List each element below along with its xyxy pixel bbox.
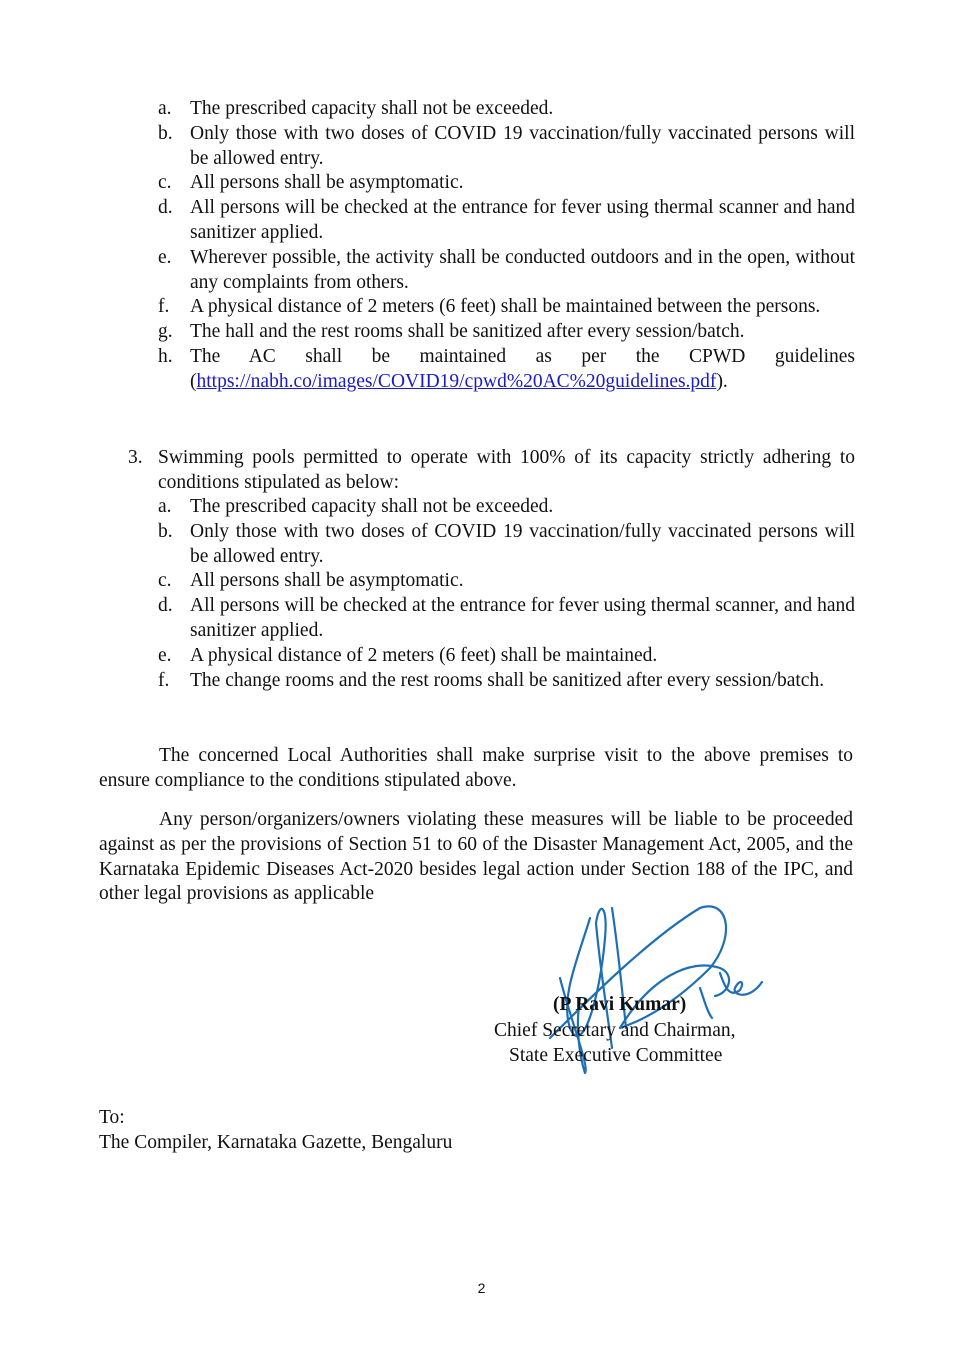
list-item: h. The AC shall be maintained as per the CPWD guidelines (https://nabh.co/images/COVID19/cpwd%20AC%20guidelines.pdf).	[158, 345, 855, 392]
list-item: d. All persons will be checked at the entrance for fever using thermal scanner and hand sanitizer applied.	[158, 197, 855, 243]
ac-guideline-text: The AC shall be maintained as per the CPWD guidelines	[190, 345, 855, 367]
list-item: f. The change rooms and the rest rooms shall be sanitized after every session/batch.	[158, 669, 825, 691]
list-item: b. Only those with two doses of COVID 19 vaccination/fully vaccinated persons will be allowed entry.	[158, 520, 855, 567]
penalty-paragraph: Any person/organizers/owners violating these measures will be liable to be proceeded against as per the provisions of Section 51 to 60 of the Disaster Management Act, 2005, and the Karnataka Epidemic Diseases Act-2020 besides legal action under Section 188 of the IPC, and other legal provisions as applicable	[99, 809, 853, 905]
list-item: f. A physical distance of 2 meters (6 feet) shall be maintained between the persons.	[158, 296, 821, 318]
to-label: To:	[99, 1107, 125, 1128]
page-number: 2	[477, 1280, 486, 1296]
local-authorities-paragraph: The concerned Local Authorities shall make surprise visit to the above premises to ensure compliance to the conditions stipulated above.	[99, 745, 853, 791]
list-item: e. A physical distance of 2 meters (6 feet) shall be maintained.	[158, 644, 658, 666]
list-item: d. All persons will be checked at the entrance for fever using thermal scanner, and hand sanitizer applied.	[158, 595, 855, 641]
list-item: e. Wherever possible, the activity shall be conducted outdoors and in the open, without any complaints from others.	[158, 246, 855, 293]
list-item: b. Only those with two doses of COVID 19 vaccination/fully vaccinated persons will be allowed entry.	[158, 122, 855, 169]
list-item: g. The hall and the rest rooms shall be sanitized after every session/batch.	[158, 321, 745, 343]
signatory-title: Chief Secretary and Chairman,	[494, 1020, 736, 1041]
cpwd-guidelines-link[interactable]: https://nabh.co/images/COVID19/cpwd%20AC%20guidelines.pdf	[196, 370, 717, 392]
section-3-heading: 3. Swimming pools permitted to operate with 100% of its capacity strictly adhering to conditions stipulated as below:	[128, 447, 855, 493]
signatory-name: (P Ravi Kumar)	[553, 994, 687, 1015]
to-address: The Compiler, Karnataka Gazette, Bengaluru	[99, 1132, 453, 1153]
conditions-list-1	[158, 97, 855, 395]
list-item: a. The prescribed capacity shall not be exceeded.	[158, 496, 554, 517]
list-item: c. All persons shall be asymptomatic.	[158, 172, 464, 194]
conditions-list-2	[158, 495, 855, 693]
list-item: c. All persons shall be asymptomatic.	[158, 570, 464, 592]
signatory-committee: State Executive Committee	[509, 1045, 723, 1066]
list-item: a. The prescribed capacity shall not be exceeded.	[158, 98, 554, 119]
